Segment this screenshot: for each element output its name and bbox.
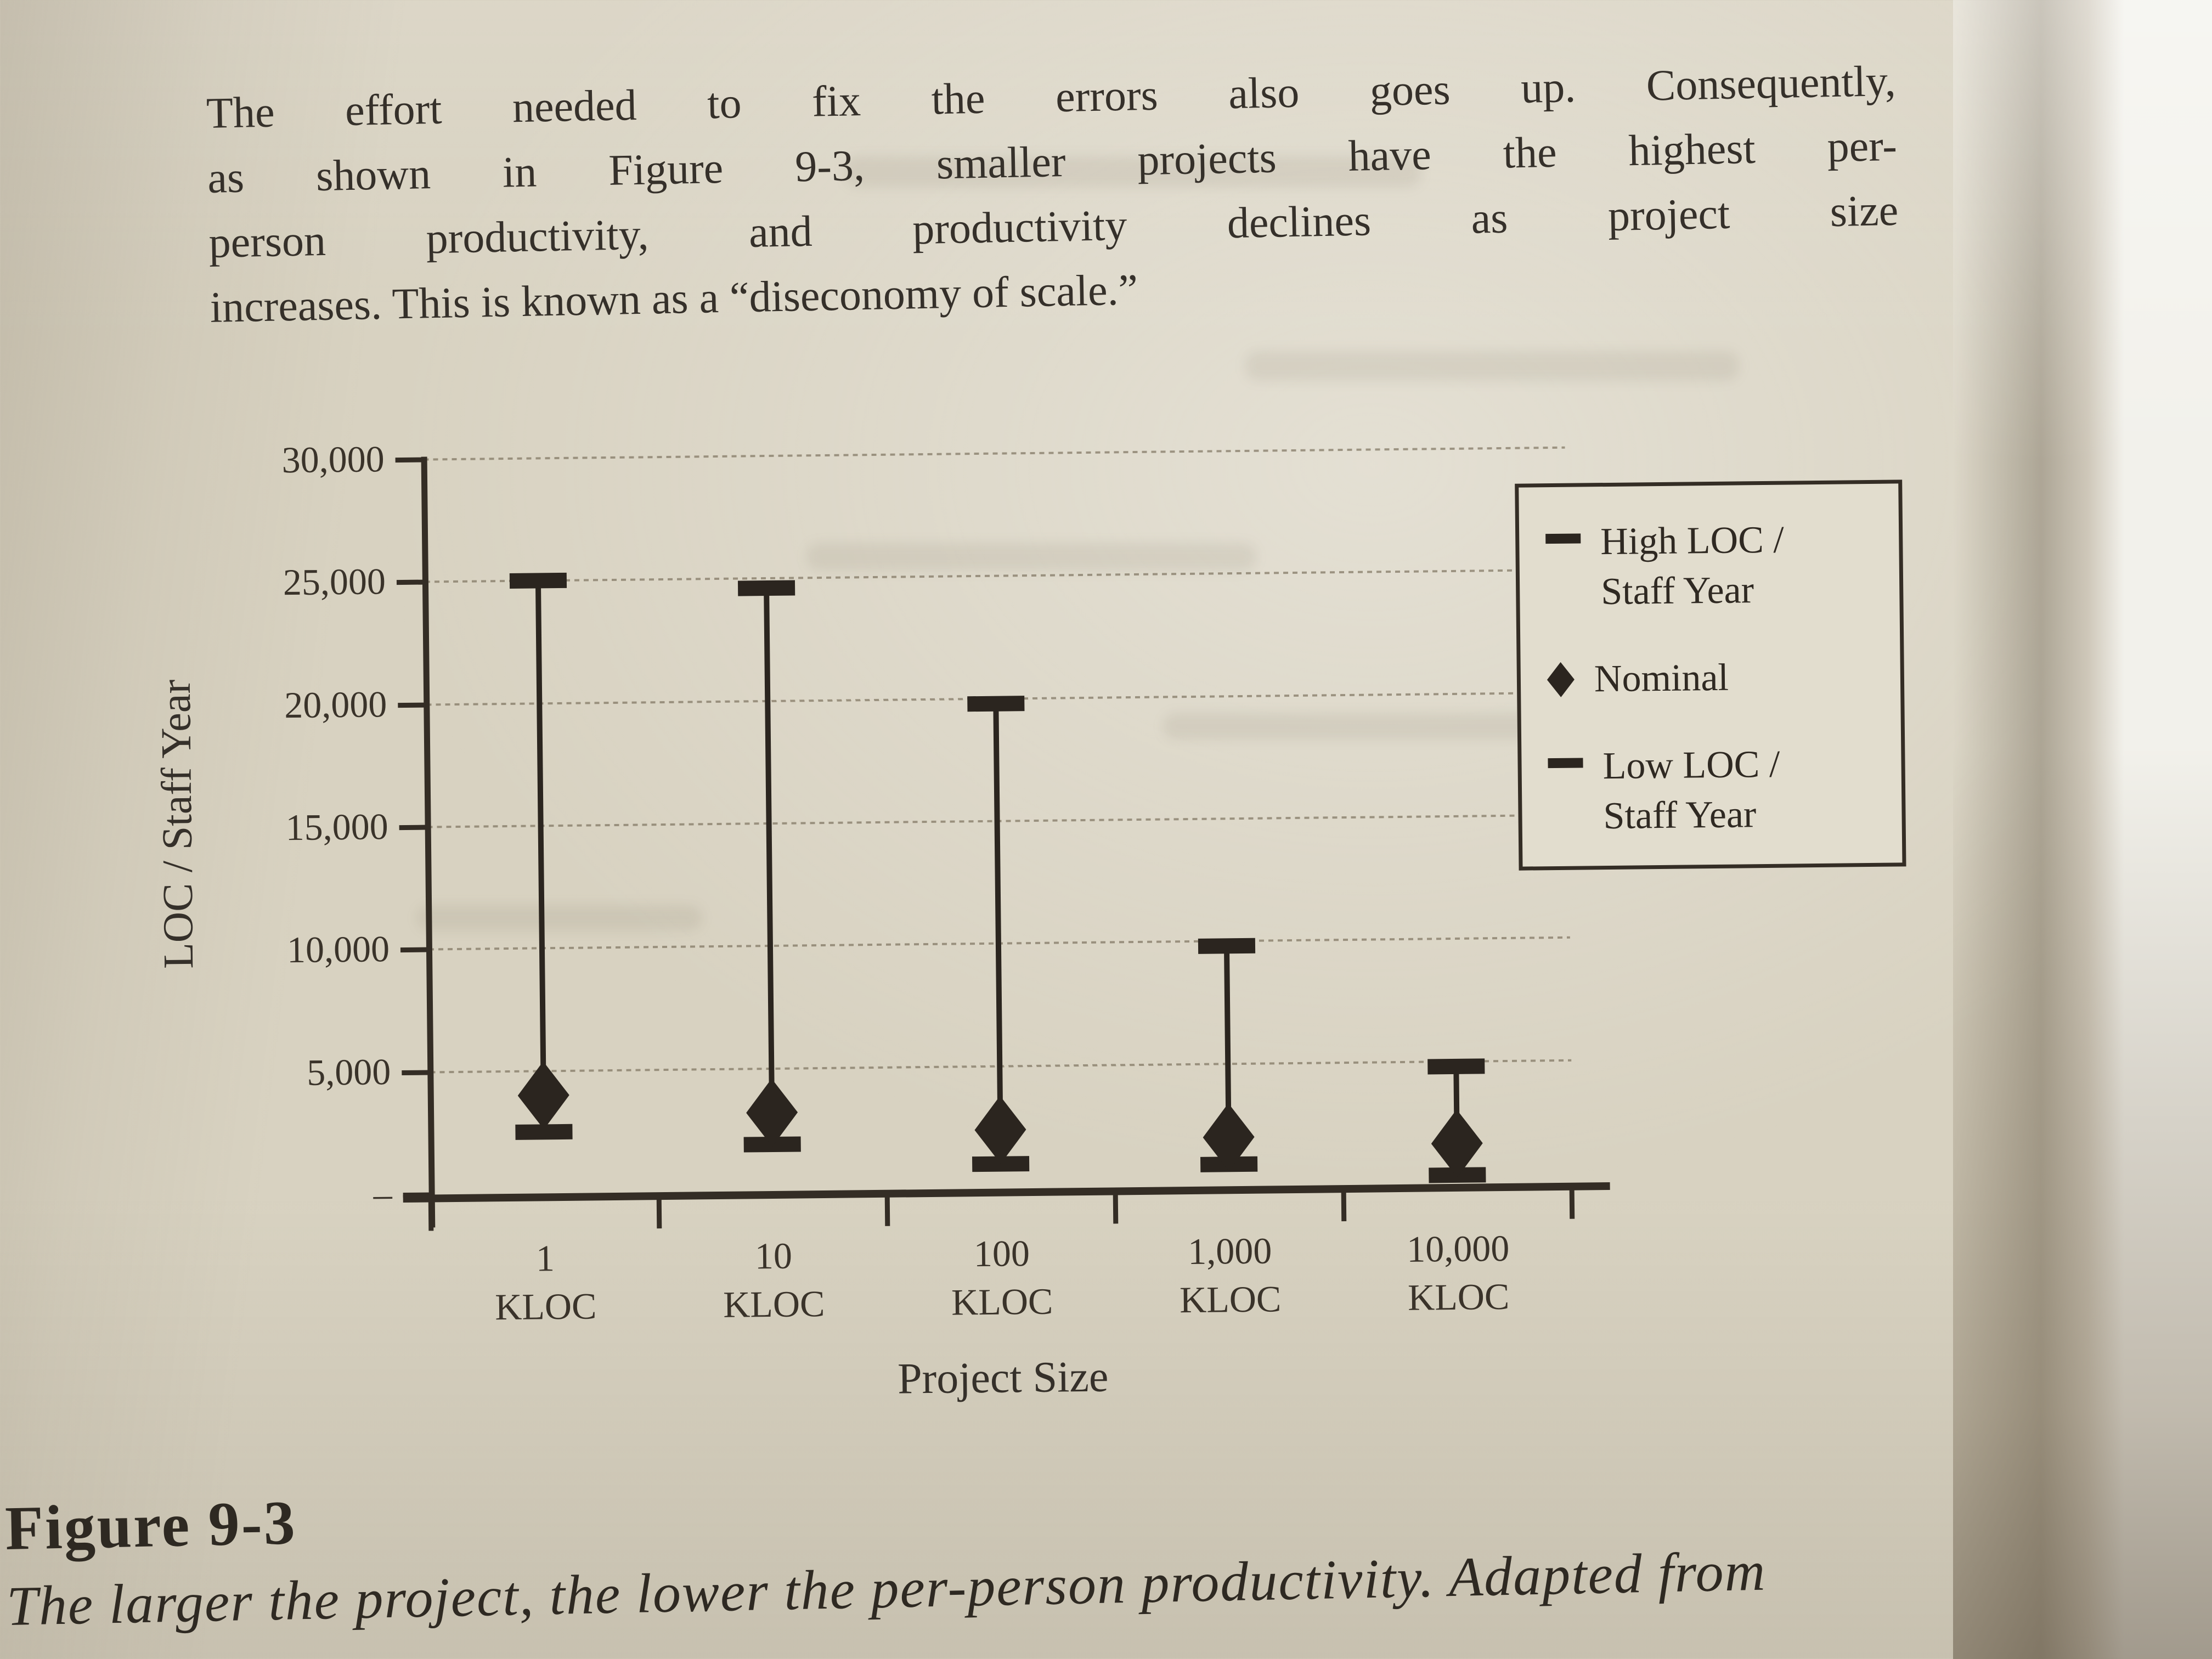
y-axis-title: LOC / Staff Year: [151, 679, 202, 969]
x-category-label-100-kloc: 100 KLOC: [951, 1232, 1053, 1323]
x-category-label-1-kloc: 1 KLOC: [494, 1237, 597, 1328]
high-marker-10-kloc: [738, 580, 795, 596]
y-tick-label-15000: 15,000: [285, 805, 389, 849]
x-axis-line: [403, 1182, 1610, 1203]
high-marker-10,000-kloc: [1427, 1058, 1485, 1074]
x-category-label-10,000-kloc: 10,000 KLOC: [1406, 1227, 1510, 1319]
paragraph-line: person productivity, and productivity declines as project size: [208, 186, 1899, 267]
y-tick-label-5000: 5,000: [306, 1050, 391, 1093]
plot-area: [281, 438, 1572, 1328]
y-axis-tick-5000: [402, 1070, 429, 1075]
legend-item-3: [1548, 738, 1880, 842]
y-tick-label-10000: 10,000: [286, 928, 390, 971]
y-tick-label-30000: 30,000: [281, 438, 385, 481]
x-axis-tick: [428, 1200, 434, 1231]
figure-caption-text: The larger the project, the lower the per-person productivity. Adapted from: [6, 1540, 1767, 1638]
y-tick-label-0: –: [373, 1173, 393, 1215]
y-axis-line: [421, 457, 436, 1228]
figure-9-3-chart: [151, 410, 1963, 1443]
high-marker-100-kloc: [967, 696, 1024, 712]
y-axis-tick-20000: [398, 702, 425, 708]
y-axis-tick-25000: [397, 580, 424, 585]
legend-item-1: [1545, 514, 1878, 617]
ink-show-through: [1245, 351, 1739, 381]
x-axis-tick: [1113, 1193, 1119, 1223]
x-axis-tick: [885, 1195, 890, 1226]
range-line-10-kloc: [764, 588, 775, 1144]
page-edge-shadow: [1953, 0, 2212, 1659]
legend-item-2: [1547, 651, 1878, 704]
gridline-25000: [425, 569, 1566, 583]
dash-marker-icon: [1545, 533, 1581, 544]
figure-caption-block: [4, 1444, 2212, 1639]
y-axis-tick-15000: [399, 825, 427, 831]
legend-label: Low LOC / Staff Year: [1602, 743, 1780, 838]
legend-label: High LOC / Staff Year: [1600, 518, 1785, 613]
high-marker-1,000-kloc: [1198, 938, 1255, 954]
figure-label: Figure 9-3: [4, 1487, 297, 1563]
x-axis-tick: [1341, 1190, 1347, 1221]
body-paragraph: [206, 49, 1900, 340]
y-tick-label-25000: 25,000: [283, 560, 386, 603]
y-axis-tick-30000: [396, 458, 423, 463]
dash-marker-icon: [1548, 758, 1583, 768]
legend-label: Nominal: [1594, 656, 1729, 701]
chart-legend: [1515, 479, 1906, 870]
high-marker-1-kloc: [510, 573, 567, 589]
range-line-100-kloc: [993, 703, 1003, 1164]
y-tick-label-20000: 20,000: [284, 682, 387, 726]
paragraph-line: as shown in Figure 9-3, smaller projects have the highest per-: [207, 121, 1898, 202]
nominal-marker-100-kloc: [974, 1096, 1026, 1164]
x-axis-tick: [1570, 1188, 1575, 1219]
x-axis-title: Project Size: [897, 1352, 1109, 1403]
y-axis-tick-10000: [400, 947, 428, 953]
gridline-30000: [424, 447, 1565, 461]
x-category-label-10-kloc: 10 KLOC: [723, 1234, 825, 1326]
paragraph-line: increases. This is known as a “diseconomy of scale.”: [210, 266, 1138, 332]
x-category-label-1,000-kloc: 1,000 KLOC: [1179, 1229, 1282, 1321]
range-line-1-kloc: [535, 581, 547, 1132]
paragraph-line: The effort needed to fix the errors also goes up. Consequently,: [206, 57, 1897, 138]
diamond-marker-icon: [1547, 662, 1575, 698]
x-axis-tick: [657, 1198, 662, 1228]
